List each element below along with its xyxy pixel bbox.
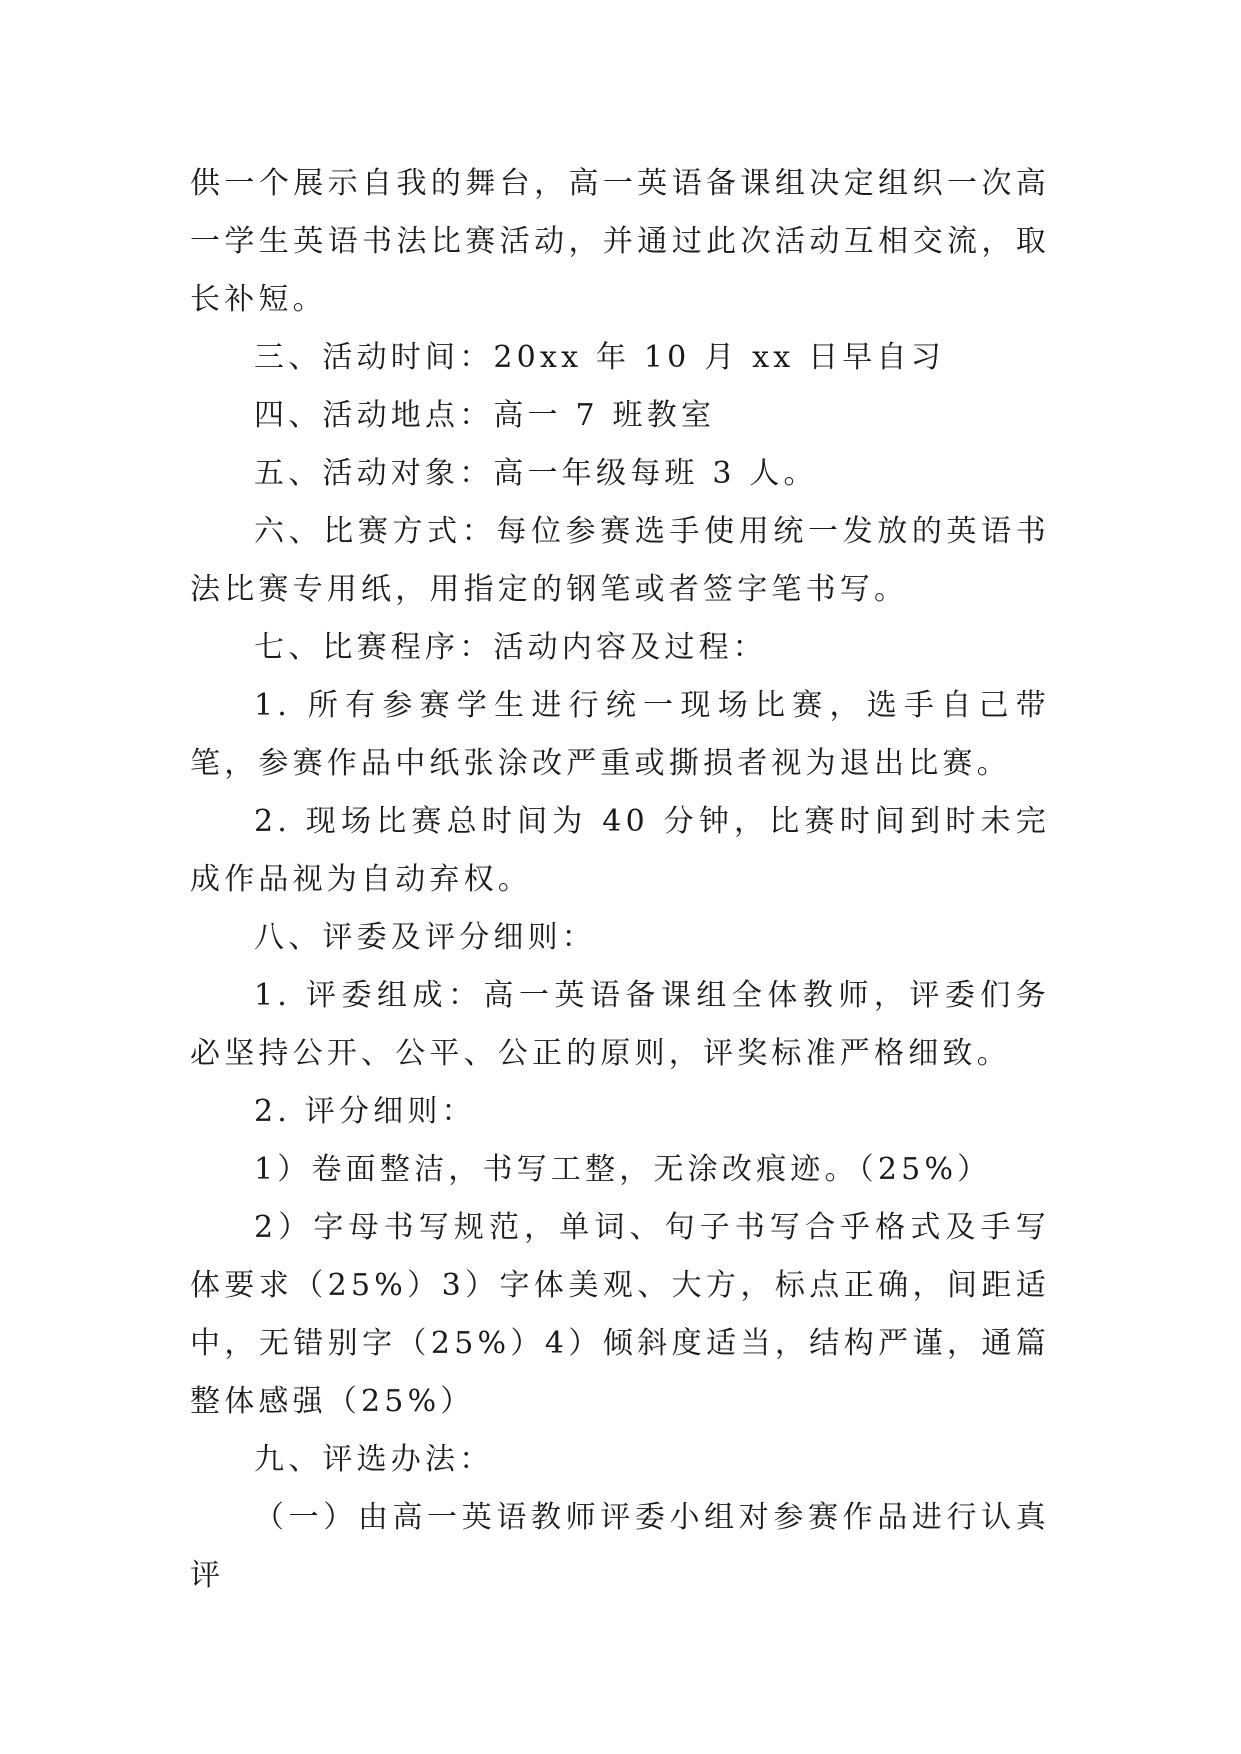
- paragraph-scoring-rules: 2. 评分细则：: [254, 1094, 476, 1129]
- paragraph-selection-item-1: （一）由高一英语教师评委小组对参赛作品进行认真评: [190, 1500, 1050, 1593]
- paragraph-competition-procedure: 七、比赛程序：活动内容及过程：: [254, 630, 767, 665]
- document-body: [190, 155, 1050, 1605]
- paragraph-scoring-item-1: 1）卷面整洁，书写工整，无涂改痕迹。（25%）: [254, 1152, 992, 1187]
- paragraph-competition-method: 六、比赛方式：每位参赛选手使用统一发放的英语书法比赛专用纸，用指定的钢笔或者签字笔书写。: [190, 514, 1050, 607]
- paragraph-activity-location: 四、活动地点：高一 7 班教室: [254, 398, 716, 433]
- paragraph-activity-participants: 五、活动对象：高一年级每班 3 人。: [254, 456, 818, 491]
- paragraph-activity-time: 三、活动时间：20xx 年 10 月 xx 日早自习: [254, 340, 945, 375]
- paragraph-judges-and-scoring: 八、评委及评分细则：: [254, 920, 596, 955]
- paragraph-intro-continued: 供一个展示自我的舞台，高一英语备课组决定组织一次高一学生英语书法比赛活动，并通过此次活动互相交流，取长补短。: [190, 166, 1050, 317]
- paragraph-judges-composition: 1. 评委组成：高一英语备课组全体教师，评委们务必坚持公开、公平、公正的原则，评奖标准严格细致。: [190, 978, 1050, 1071]
- paragraph-scoring-items-2-4: 2）字母书写规范，单词、句子书写合乎格式及手写体要求（25%）3）字体美观、大方，标点正确，间距适中，无错别字（25%）4）倾斜度适当，结构严谨，通篇整体感强（25%）: [190, 1210, 1050, 1419]
- paragraph-procedure-item-2: 2. 现场比赛总时间为 40 分钟，比赛时间到时未完成作品视为自动弃权。: [190, 804, 1050, 897]
- paragraph-selection-method: 九、评选办法：: [254, 1442, 494, 1477]
- paragraph-procedure-item-1: 1. 所有参赛学生进行统一现场比赛，选手自己带笔，参赛作品中纸张涂改严重或撕损者视为退出比赛。: [190, 688, 1050, 781]
